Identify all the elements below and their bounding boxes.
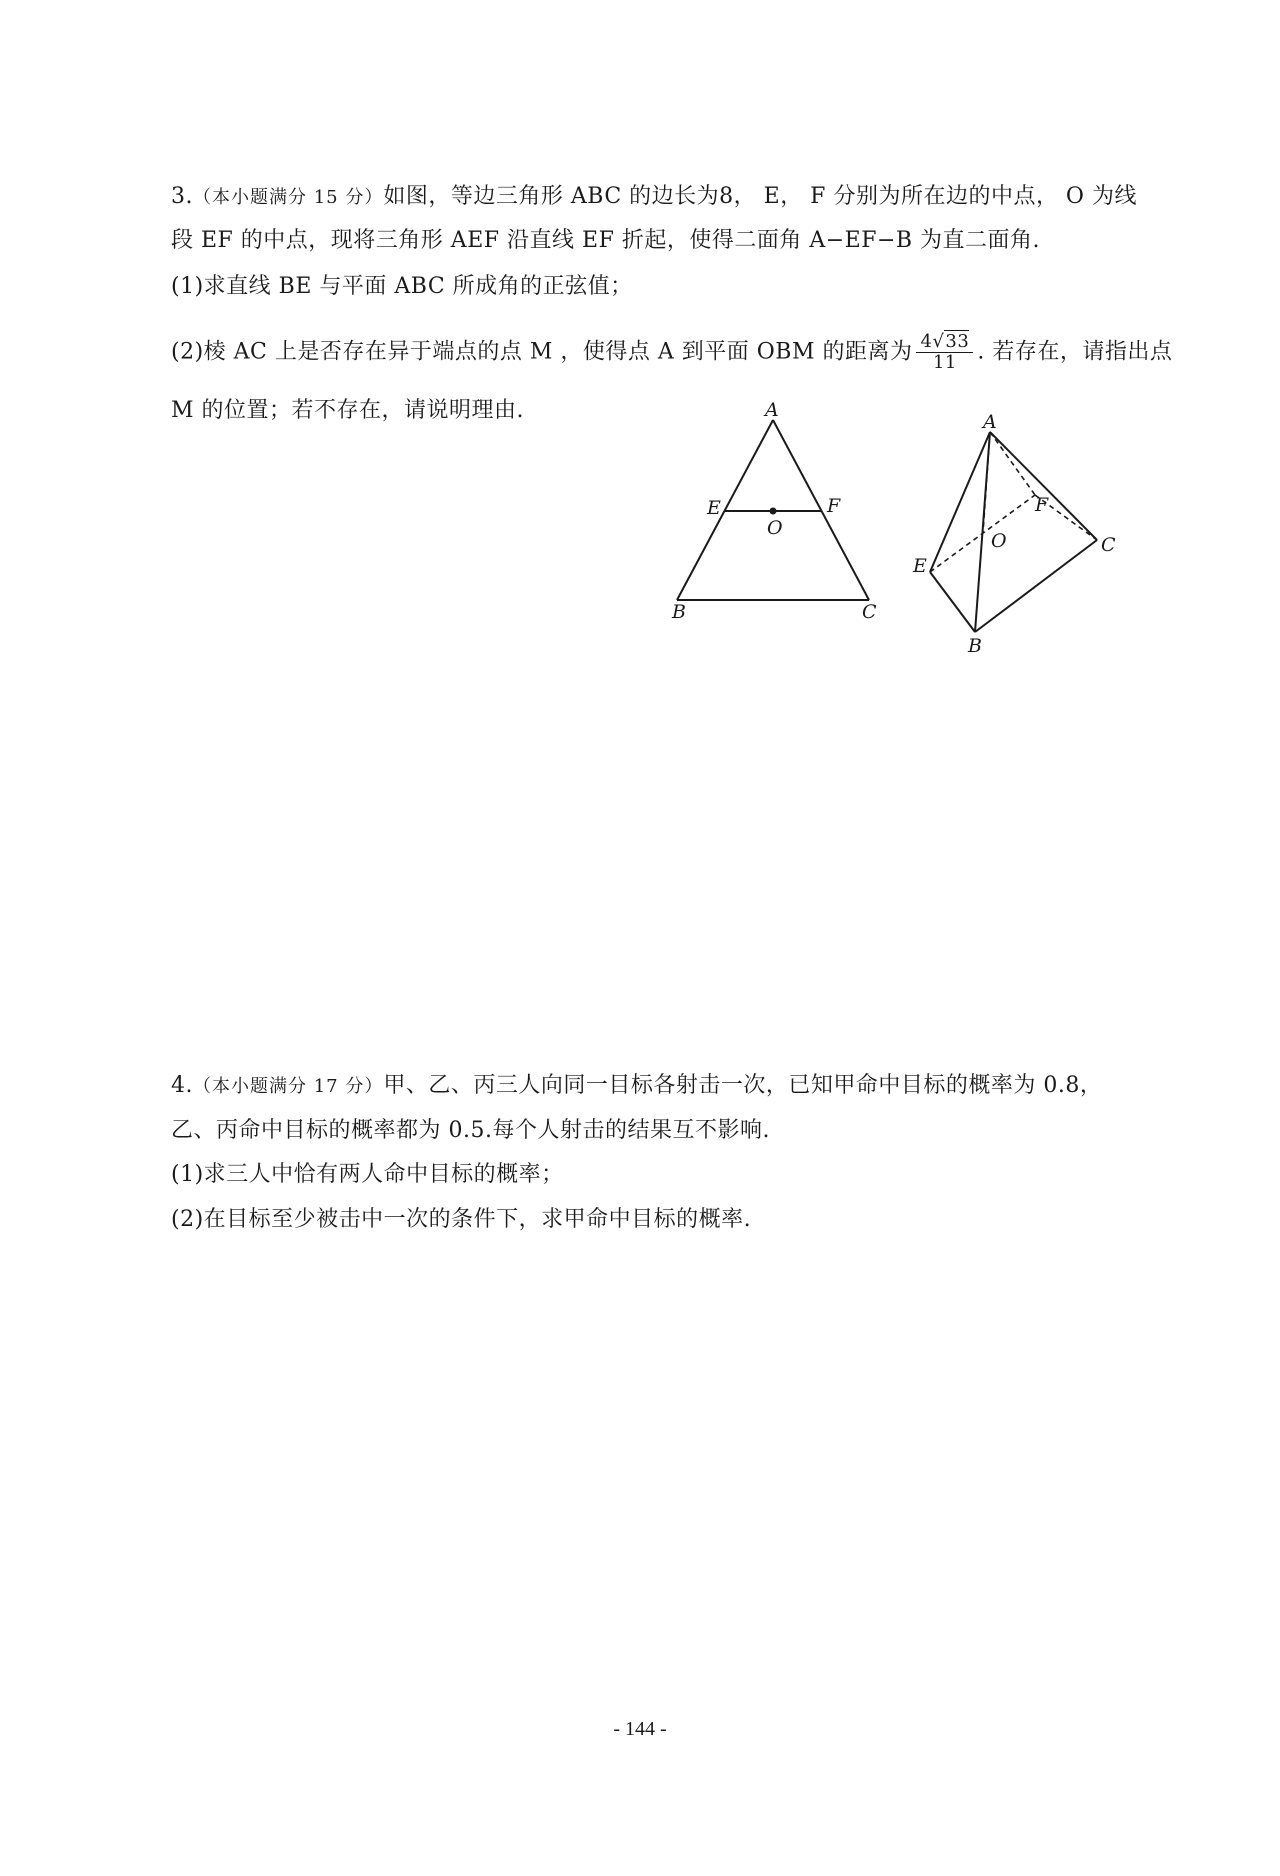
q4-number: 4.: [171, 1073, 193, 1098]
edge-eb: [930, 572, 975, 632]
fraction-radicand: 33: [945, 331, 970, 352]
q4-part-1: (1)求三人中恰有两人命中目标的概率；: [171, 1162, 564, 1187]
page-number: - 144 -: [613, 1718, 667, 1740]
label-b: B: [968, 635, 982, 657]
q3-part-2-tail: . 若存在，请指出点: [977, 339, 1173, 365]
q3-stem-1: 如图，等边三角形 ABC 的边长为8， E， F 分别为所在边的中点， O 为线: [383, 184, 1137, 209]
fraction-denominator: 11: [932, 352, 957, 373]
q3-part-1: (1)求直线 BE 与平面 ABC 所成角的正弦值；: [171, 274, 633, 299]
label-b: B: [672, 601, 686, 623]
label-f: F: [1035, 494, 1049, 516]
q4-score-tag: （本小题满分 17 分）: [193, 1076, 384, 1097]
q3-line-1: [171, 182, 1137, 213]
q3-score-tag: （本小题满分 15 分）: [193, 187, 384, 208]
label-e: E: [913, 555, 927, 577]
q3-part-2-text: (2)棱 AC 上是否存在异于端点的点 M ，使得点 A 到平面 OBM 的距离为: [171, 339, 913, 365]
figure-folded-solid: [905, 400, 1145, 660]
segment-af-hidden: [990, 432, 1035, 495]
q3-number: 3.: [171, 184, 193, 209]
label-a: A: [765, 400, 779, 421]
label-o: O: [991, 530, 1007, 552]
label-c: C: [862, 601, 877, 623]
label-f: F: [827, 495, 841, 517]
fraction-numerator: 4√33: [916, 332, 973, 353]
label-e: E: [707, 497, 721, 519]
q3-part-2: [171, 332, 1172, 373]
q4-line-1: [171, 1071, 1102, 1102]
label-a: A: [983, 411, 997, 433]
q3-line-2: 段 EF 的中点，现将三角形 AEF 沿直线 EF 折起，使得二面角 A−EF−B 为直二面角.: [171, 228, 1041, 253]
q3-part-2-cont: M 的位置；若不存在，请说明理由.: [171, 398, 525, 423]
edge-bc: [975, 540, 1097, 632]
q4-stem-1: 甲、乙、丙三人向同一目标各射击一次，已知甲命中目标的概率为 0.8，: [383, 1073, 1103, 1098]
q4-line-2: 乙、丙命中目标的概率都为 0.5.每个人射击的结果互不影响.: [171, 1118, 770, 1143]
figure-flat-triangle: [660, 400, 900, 630]
label-o: O: [767, 517, 783, 539]
label-c: C: [1101, 534, 1116, 556]
q4-part-2: (2)在目标至少被击中一次的条件下，求甲命中目标的概率.: [171, 1207, 752, 1232]
point-o: [770, 508, 777, 515]
fraction-coefficient: 4: [920, 331, 933, 352]
edge-ac: [990, 432, 1097, 540]
distance-fraction: [916, 332, 973, 373]
